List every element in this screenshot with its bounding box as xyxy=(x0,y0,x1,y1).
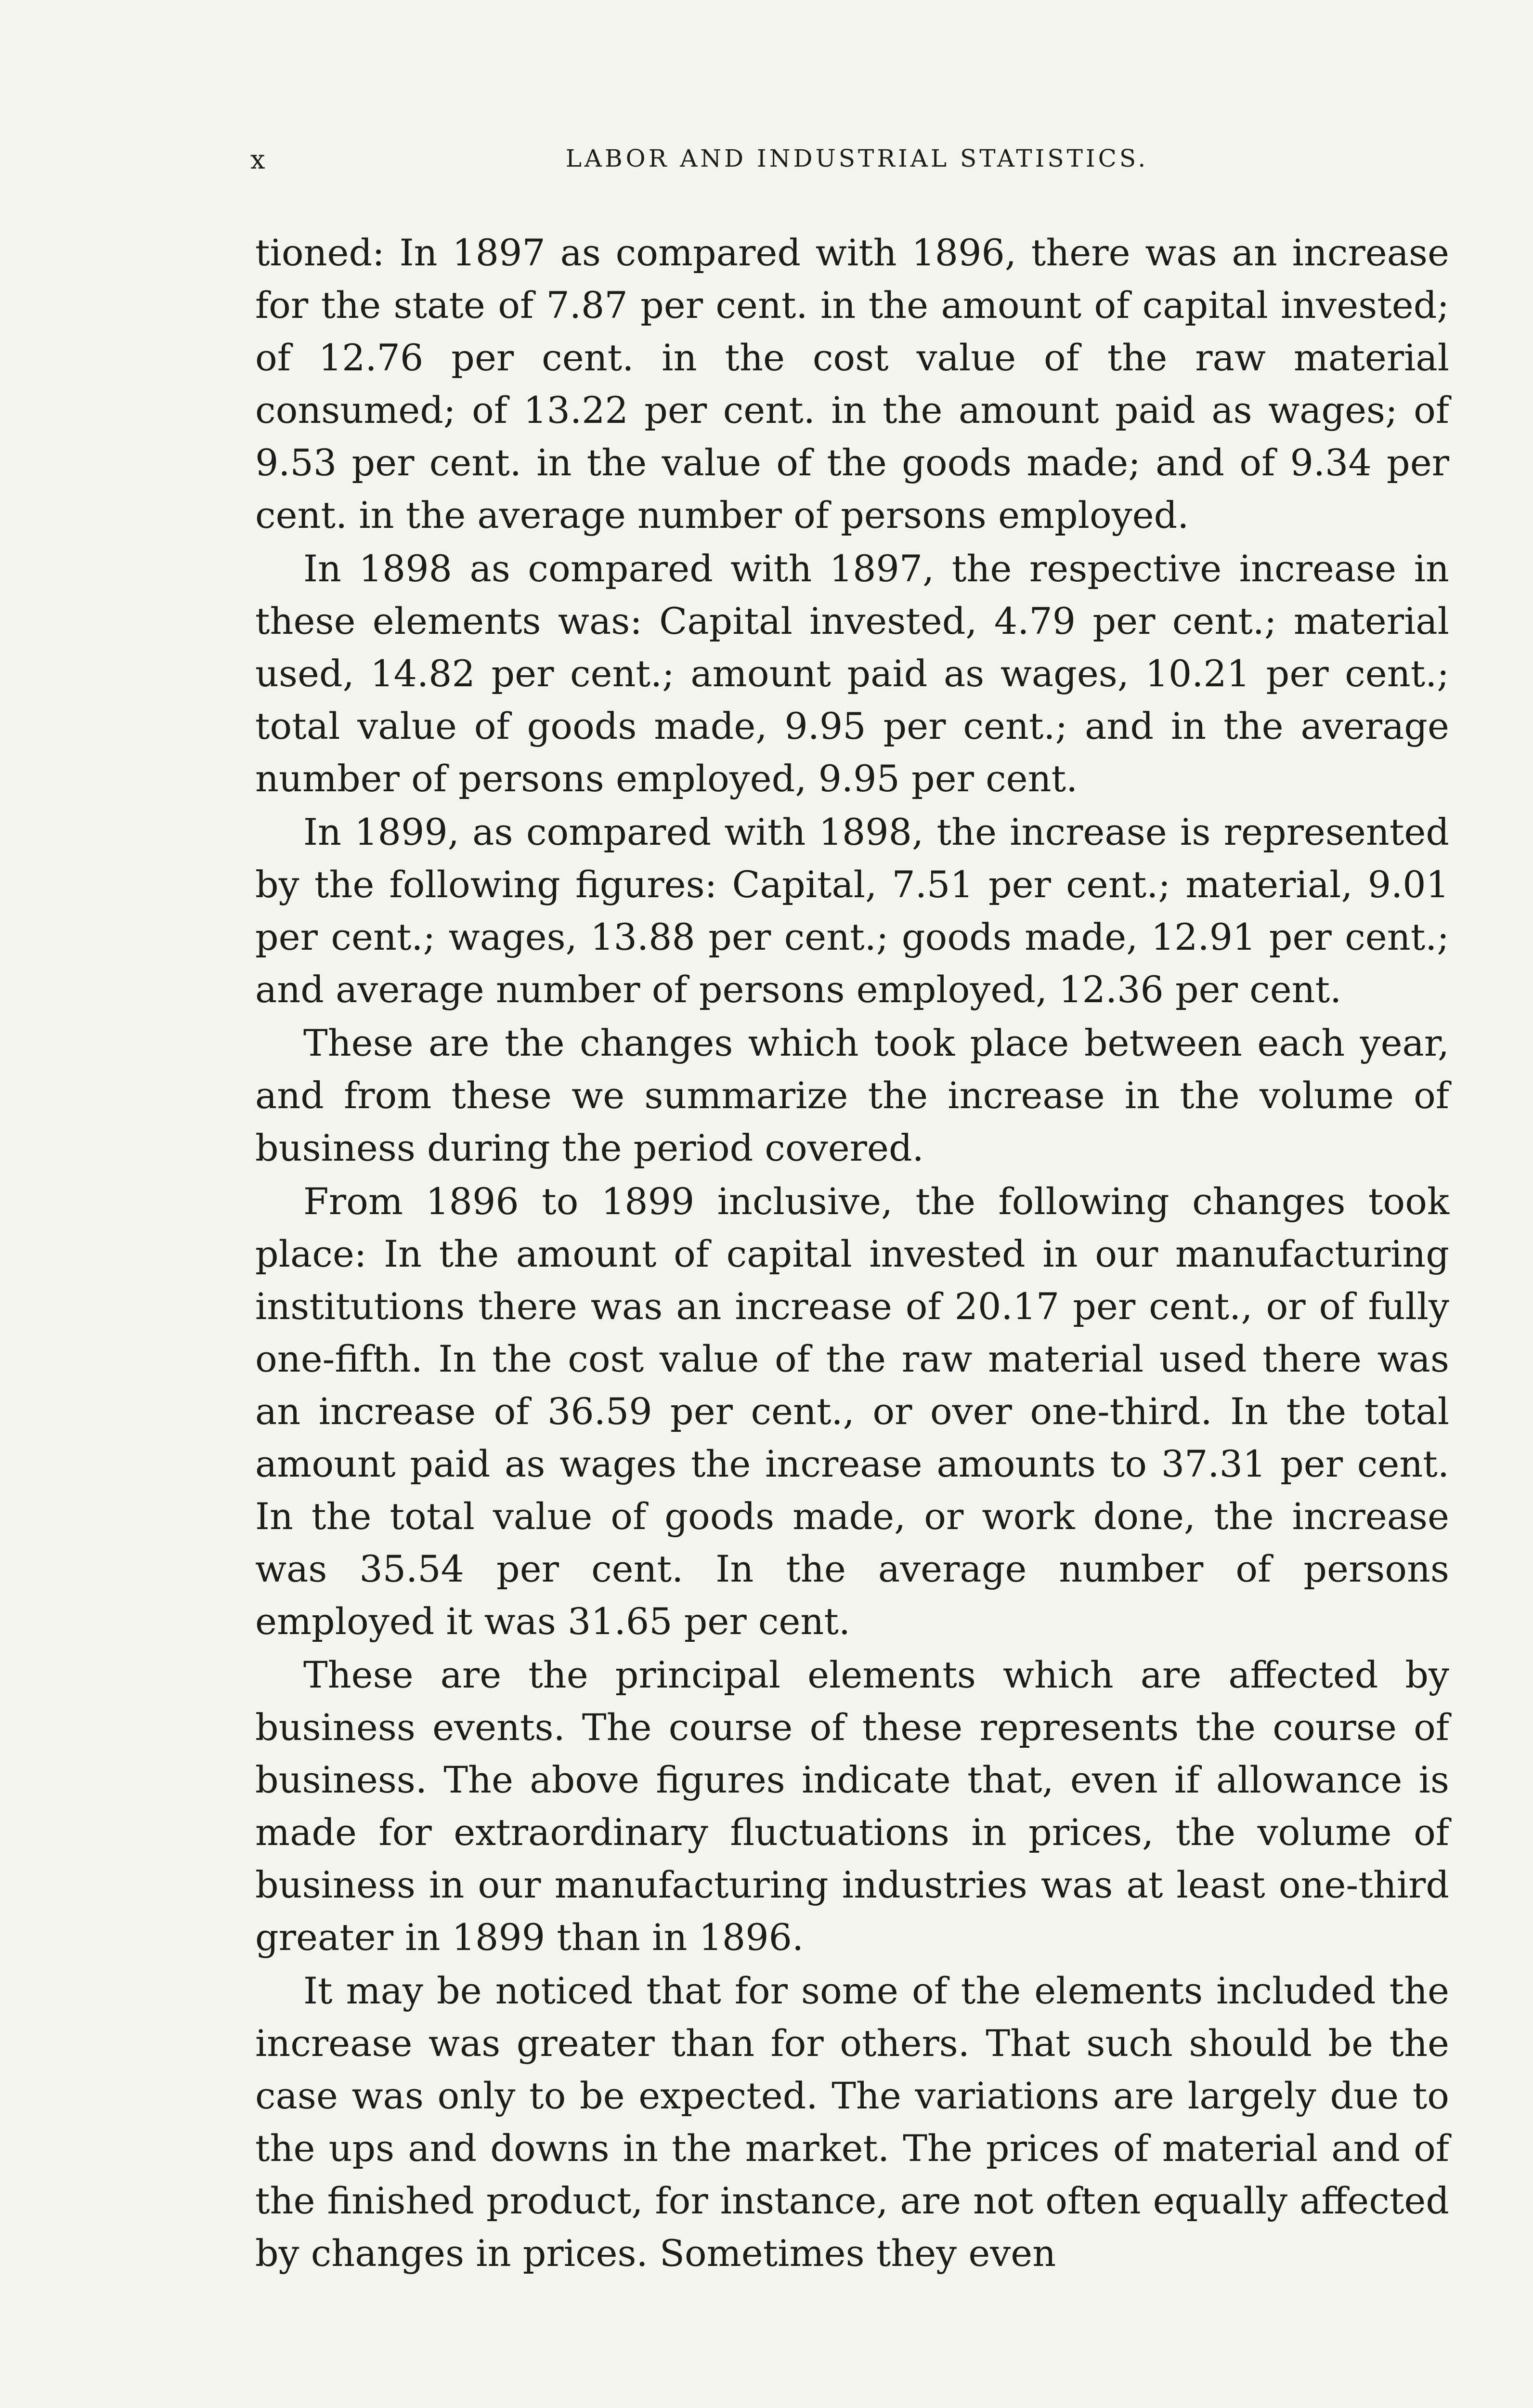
paragraph-principal-elements: These are the principal elements which are affected by business events. The course of these represents the course of business. The above figures indicate that, even if allowance is made for extraordinary fluctuations in prices, the volume of business in our manufacturing industries was at least one-third greater in 1899 than in 1896. xyxy=(255,1653,1449,1959)
running-title: LABOR AND INDUSTRIAL STATISTICS. xyxy=(565,144,1149,172)
page-number: x xyxy=(250,144,266,175)
paragraph-continued: tioned: In 1897 as compared with 1896, there was an increase for the state of 7.87 per cent. in the amount of capital invested; of 12.76 per cent. in the cost value of the raw material consumed; of 13.22 per cent. in the amount paid as wages; of 9.53 per cent. in the value of the goods made; and of 9.34 per cent. in the average number of persons employed. xyxy=(255,231,1449,537)
paragraph-1899-comparison: In 1899, as compared with 1898, the increase is represented by the following figures: Capital, 7.51 per cent.; material, 9.01 per cent.; wages, 13.88 per cent.; goods made, 12.91 per cent.; and average number of persons employed, 12.36 per cent. xyxy=(255,811,1449,1011)
body-text xyxy=(255,226,1449,2280)
page-header xyxy=(250,144,1464,188)
paragraph-1898-comparison: In 1898 as compared with 1897, the respective increase in these elements was: Capital invested, 4.79 per cent.; material used, 14.82 per cent.; amount paid as wages, 10.21 per cent.; total value of goods made, 9.95 per cent.; and in the average number of persons employed, 9.95 per cent. xyxy=(255,547,1449,800)
paragraph-variations: It may be noticed that for some of the elements included the increase was greater than for others. That such should be the case was only to be expected. The variations are largely due to the ups and downs in the market. The prices of material and of the finished product, for instance, are not often equally affected by changes in prices. Sometimes they even xyxy=(255,1969,1449,2275)
paragraph-1896-1899-changes: From 1896 to 1899 inclusive, the following changes took place: In the amount of capital invested in our manufacturing institutions there was an increase of 20.17 per cent., or of fully one-fifth. In the cost value of the raw material used there was an increase of 36.59 per cent., or over one-third. In the total amount paid as wages the increase amounts to 37.31 per cent. In the total value of goods made, or work done, the increase was 35.54 per cent. In the average number of persons employed it was 31.65 per cent. xyxy=(255,1180,1449,1643)
paragraph-summary-intro: These are the changes which took place between each year, and from these we summarize the increase in the volume of business during the period covered. xyxy=(255,1021,1449,1169)
